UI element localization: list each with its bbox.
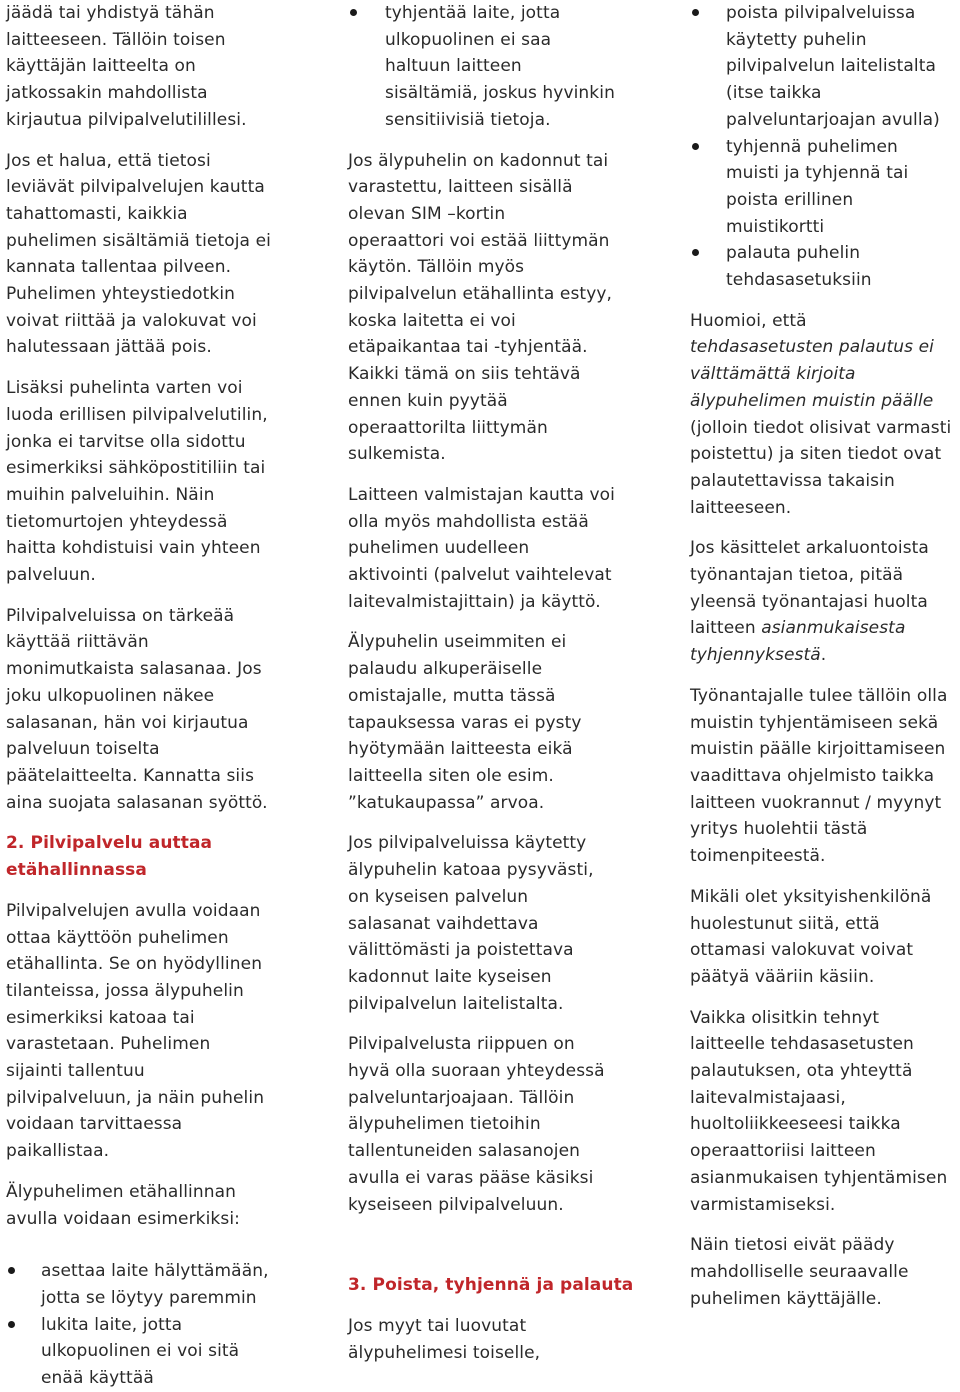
bullet-item: asettaa laite hälyttämään, jotta se löytyy paremmin xyxy=(6,1258,324,1311)
bullet-list-remote-actions xyxy=(6,1258,324,1392)
paragraph-change-passwords: Jos pilvipalveluissa käytetty älypuhelin katoaa pysyvästi, on kyseisen palvelun salasanat vaihdettava välittömästi ja poistettava kadonnut laite kyseisen pilvipalvelun laitelistalta. xyxy=(348,833,594,1014)
paragraph-factory-reset-note xyxy=(690,308,960,522)
bullet-list-remote-actions-continued xyxy=(348,0,666,134)
paragraph-contact-provider: Pilvipalvelusta riippuen on hyvä olla suoraan yhteydessä palveluntarjoajaan. Tällöin älypuhelimen tietoihin tallentuneiden salasanojen avulla ei varas pääse käsiksi kyseiseen pilvipalveluun. xyxy=(348,1034,605,1215)
column-middle xyxy=(348,0,666,1380)
text-segment-italic: tehdasasetusten palautus ei välttämättä kirjoita älypuhelimen muistin päälle xyxy=(690,337,935,411)
text-segment: Jos käsittelet arkaluontoista työnantajan tietoa, pitää yleensä työnantajasi huolta laitteen xyxy=(690,538,929,639)
paragraph-lost-phone-operator: Jos älypuhelin on kadonnut tai varastettu, laitteen sisällä olevan SIM –kortin operaattori voi estää liittymän käytön. Tällöin myös pilvipalvelun etähallinta estyy, koska laitetta ei voi etäpaikantaa tai -tyhjentää. Kaikki tämä on siis tehtävä ennen kuin pyytää operaattorilta liittymän sulkemista. xyxy=(348,150,613,465)
bullet-item: palauta puhelin tehdasasetuksiin xyxy=(690,240,960,293)
column-right xyxy=(690,0,960,1326)
text-segment: . xyxy=(820,645,827,666)
paragraph-employer-data xyxy=(690,535,960,669)
text-segment: (jolloin tiedot olisivat varmasti poistettu) ja siten tiedot ovat palautettavissa takaisin laitteeseen. xyxy=(690,417,952,518)
text-segment-italic: asianmukaisesta tyhjennyksestä xyxy=(690,618,906,666)
paragraph-separate-account: Lisäksi puhelinta varten voi luoda erillisen pilvipalvelutilin, jonka ei tarvitse olla sidottu esimerkiksi sähköpostitiliin tai muihin palveluihin. Näin tietomurtojen yhteydessä haitta kohdistuisi vain yhteen palveluun. xyxy=(6,378,268,586)
paragraph-no-resale-value: Älypuhelin useimmiten ei palaudu alkuperäiselle omistajalle, mutta tässä tapauksessa varas ei pysty hyötymään laitteesta eikä laitteella siten ole esim. ”katukaupassa” arvoa. xyxy=(348,632,582,813)
bullet-list-selling-steps xyxy=(690,0,960,294)
bullet-item: tyhjentää laite, jotta ulkopuolinen ei saa haltuun laitteen sisältämiä, joskus hyvinkin sensitiivisiä tietoja. xyxy=(348,0,666,134)
paragraph-remote-examples-intro: Älypuhelimen etähallinnan avulla voidaan esimerkiksi: xyxy=(6,1181,240,1229)
paragraph-password-advice: Pilvipalveluissa on tärkeää käyttää riittävän monimutkaista salasanaa. Jos joku ulkopuolinen näkee salasanan, hän voi kirjautua palveluun toiselta päätelaitteelta. Kannatta siis aina suojata salasanan syöttö. xyxy=(6,605,268,813)
text-segment: Huomioi, että xyxy=(690,310,807,331)
section-heading-3: 3. Poista, tyhjennä ja palauta xyxy=(348,1275,634,1296)
paragraph-remote-management: Pilvipalvelujen avulla voidaan ottaa käyttöön puhelimen etähallinta. Se on hyödyllinen tilanteissa, jossa älypuhelin esimerkiksi katoaa tai varastetaan. Puhelimen sijainti tallentuu pilvipalveluun, ja näin puhelin voidaan tarvittaessa paikallistaa. xyxy=(6,900,265,1162)
bullet-item: poista pilvipalveluissa käytetty puhelin pilvipalvelun laitelistalta (itse taikka palveluntarjoajan avulla) xyxy=(690,0,960,134)
bullet-item: lukita laite, jotta ulkopuolinen ei voi sitä enää käyttää xyxy=(6,1312,324,1392)
paragraph-manufacturer-block: Laitteen valmistajan kautta voi olla myös mahdollista estää puhelimen uudelleen aktivointi (palvelut vaihtelevat laitevalmistajittain) ja käyttö. xyxy=(348,484,615,612)
paragraph-closing: Näin tietosi eivät päädy mahdolliselle seuraavalle puhelimen käyttäjälle. xyxy=(690,1235,909,1309)
section-heading-2: 2. Pilvipalvelu auttaa etähallinnassa xyxy=(6,833,213,881)
paragraph-private-person: Mikäli olet yksityishenkilönä huolestunut siitä, että ottamasi valokuvat voivat päätyä vääriin käsiin. xyxy=(690,886,932,987)
paragraph-intro-continuation: jäädä tai yhdistyä tähän laitteeseen. Tällöin toisen käyttäjän laitteelta on jatkossakin mahdollista kirjautua pilvipalvelutilillesi. xyxy=(6,3,247,130)
paragraph-selling-intro: Jos myyt tai luovutat älypuhelimesi toiselle, xyxy=(348,1315,541,1363)
paragraph-contact-manufacturer: Vaikka olisitkin tehnyt laitteelle tehdasasetusten palautuksen, ota yhteyttä laitevalmistajaasi, huoltoliikkeeseesi taikka operaattoriisi laitteen asianmukaisen tyhjentämisen varmistamiseksi. xyxy=(690,1007,948,1215)
bullet-item: tyhjennä puhelimen muisti ja tyhjennä tai poista erillinen muistikortti xyxy=(690,134,960,241)
paragraph-spread-warning: Jos et halua, että tietosi leviävät pilvipalvelujen kautta tahattomasti, kaikkia puhelimen sisältämiä tietoja ei kannata tallentaa pilveen. Puhelimen yhteystiedotkin voivat riittää ja valokuvat voi halutessaan jättää pois. xyxy=(6,150,271,358)
paragraph-employer-software: Työnantajalle tulee tällöin olla muistin tyhjentämiseen sekä muistin päälle kirjoittamiseen vaadittava ohjelmisto taikka laitteen vuokrannut / myynyt yritys huolehtii tästä toimenpiteestä. xyxy=(690,685,948,867)
column-left xyxy=(6,0,324,1392)
spacer xyxy=(348,1232,666,1272)
